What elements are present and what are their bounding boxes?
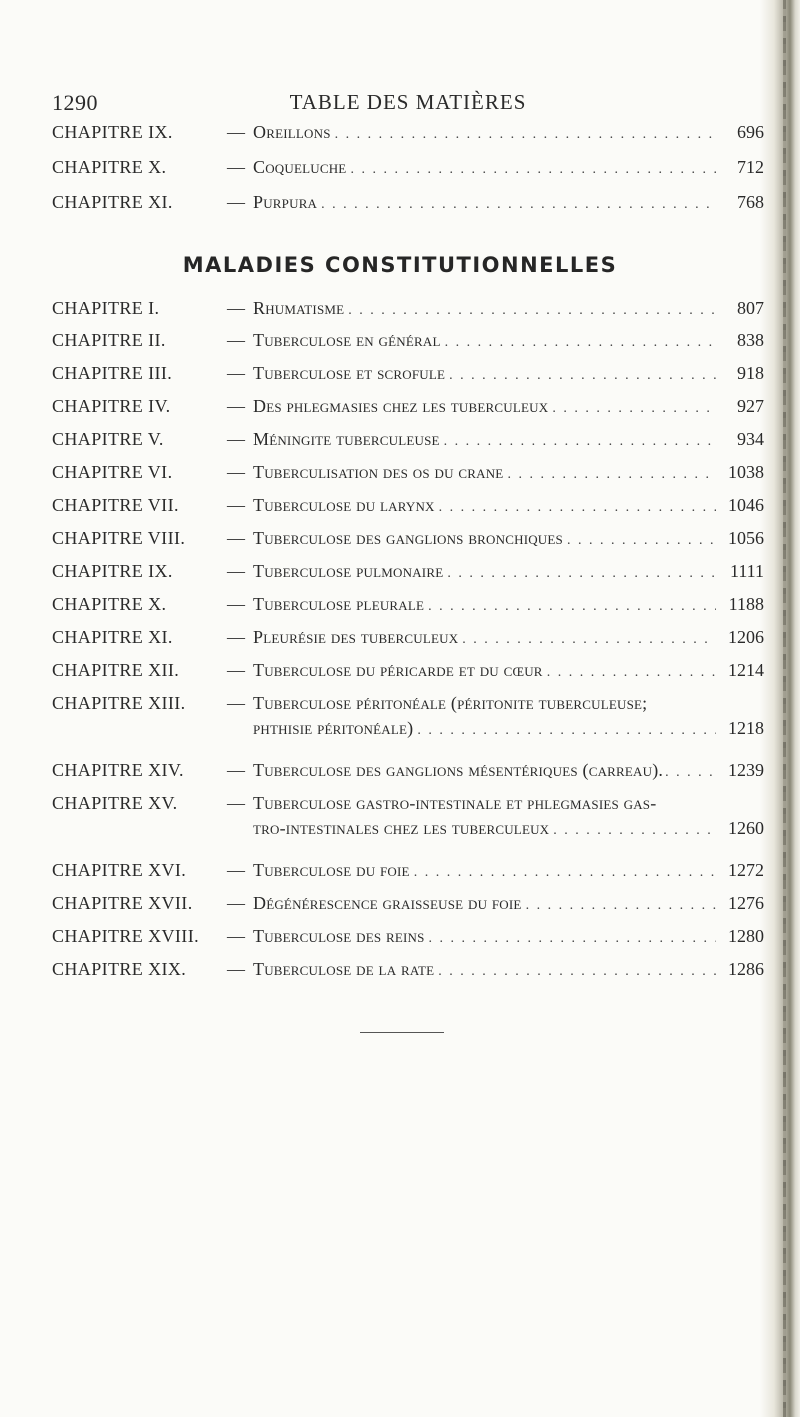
dash: — — [227, 660, 245, 680]
dash: — — [227, 627, 245, 647]
leader-dots — [445, 335, 716, 351]
dash: — — [227, 122, 245, 142]
leader-dots — [428, 599, 716, 615]
page-ref: 1056 — [728, 528, 764, 548]
toc-entry[interactable] — [52, 495, 764, 525]
leader-dots — [335, 127, 716, 143]
entry-title: Purpura — [253, 192, 318, 212]
chapter-label: CHAPITRE XV. — [52, 793, 178, 813]
dash: — — [227, 793, 245, 813]
dash: — — [227, 462, 245, 482]
dash: — — [227, 396, 245, 416]
entry-title: Méningite tuberculeuse — [253, 429, 440, 449]
toc-entry[interactable] — [52, 660, 764, 690]
toc-entry[interactable] — [52, 561, 764, 591]
chapter-label: CHAPITRE VII. — [52, 495, 179, 515]
entry-title: Des phlegmasies chez les tuberculeux — [253, 396, 549, 416]
chapter-label: CHAPITRE XI. — [52, 627, 173, 647]
toc-entry[interactable] — [52, 363, 764, 393]
toc-entry[interactable] — [52, 396, 764, 426]
toc-entry[interactable] — [52, 627, 764, 657]
leader-dots — [547, 665, 716, 681]
page-header — [52, 90, 764, 120]
page-ref: 807 — [737, 298, 764, 318]
dash: — — [227, 363, 245, 383]
toc-entry[interactable] — [52, 893, 764, 923]
leader-dots — [462, 632, 716, 648]
chapter-label: CHAPITRE VI. — [52, 462, 173, 482]
page-ref: 927 — [737, 396, 764, 416]
entry-title-continued: tro-intestinales chez les tuberculeux — [253, 818, 550, 838]
page-ref: 838 — [737, 330, 764, 350]
chapter-label: CHAPITRE XII. — [52, 660, 180, 680]
leader-dots — [444, 434, 716, 450]
entry-title: Tuberculose de la rate — [253, 959, 435, 979]
page-ref: 768 — [737, 192, 764, 212]
toc-entry[interactable] — [52, 298, 764, 328]
page-ref: 1218 — [728, 718, 764, 738]
chapter-label: CHAPITRE X. — [52, 594, 167, 614]
page-ref: 1239 — [728, 760, 764, 780]
dash: — — [227, 429, 245, 449]
entry-title: Rhumatisme — [253, 298, 345, 318]
entry-title: Tuberculisation des os du crane — [253, 462, 504, 482]
entry-title: Tuberculose du péricarde et du cœur — [253, 660, 543, 680]
dash: — — [227, 157, 245, 177]
leader-dots — [439, 500, 716, 516]
section-title: MALADIES CONSTITUTIONNELLES — [182, 253, 618, 277]
entry-title: Tuberculose du foie — [253, 860, 410, 880]
page-ref: 1111 — [730, 561, 764, 581]
page-ref: 1276 — [728, 893, 764, 913]
dash: — — [227, 528, 245, 548]
dash: — — [227, 298, 245, 318]
leader-dots — [552, 401, 716, 417]
page-ref: 1260 — [728, 818, 764, 838]
page-number: 1290 — [52, 90, 98, 115]
page-ref: 1280 — [728, 926, 764, 946]
chapter-label: CHAPITRE V. — [52, 429, 164, 449]
entry-title: Tuberculose et scrofule — [253, 363, 446, 383]
entry-title: Tuberculose du larynx — [253, 495, 435, 515]
chapter-label: CHAPITRE XVI. — [52, 860, 187, 880]
page-ref: 1214 — [728, 660, 764, 680]
toc-entry[interactable] — [52, 860, 764, 890]
entry-title: Oreillons — [253, 122, 331, 142]
chapter-label: CHAPITRE XI. — [52, 192, 173, 212]
chapter-label: CHAPITRE IV. — [52, 396, 171, 416]
entry-title: Tuberculose péritonéale (péritonite tuberculeuse; — [253, 693, 648, 713]
leader-dots — [507, 467, 716, 483]
running-title: TABLE DES MATIÈRES — [289, 90, 527, 114]
dash: — — [227, 495, 245, 515]
toc-entry[interactable] — [52, 157, 764, 187]
leader-dots — [447, 566, 716, 582]
chapter-label: CHAPITRE XIII. — [52, 693, 186, 713]
dash: — — [227, 959, 245, 979]
chapter-label: CHAPITRE XVII. — [52, 893, 193, 913]
toc-entry[interactable] — [52, 192, 764, 222]
leader-dots — [417, 723, 716, 739]
chapter-label: CHAPITRE X. — [52, 157, 167, 177]
page-edge-shadow — [760, 0, 800, 1417]
entry-title: Tuberculose en général — [253, 330, 441, 350]
page-ref: 1286 — [728, 959, 764, 979]
page-ref: 918 — [737, 363, 764, 383]
toc-entry[interactable] — [52, 760, 764, 790]
dash: — — [227, 693, 245, 713]
entry-title: Tuberculose des ganglions mésentériques (carreau). — [253, 760, 664, 780]
toc-entry[interactable] — [52, 330, 764, 360]
chapter-label: CHAPITRE IX. — [52, 122, 173, 142]
page-ref: 934 — [737, 429, 764, 449]
dash: — — [227, 926, 245, 946]
dash: — — [227, 860, 245, 880]
leader-dots — [350, 162, 716, 178]
entry-title: Tuberculose pleurale — [253, 594, 425, 614]
leader-dots — [567, 533, 716, 549]
toc-entry[interactable] — [52, 462, 764, 492]
page-ref: 696 — [737, 122, 764, 142]
leader-dots — [438, 964, 716, 980]
leader-dots — [414, 865, 716, 881]
page-ref: 1038 — [728, 462, 764, 482]
chapter-label: CHAPITRE XIV. — [52, 760, 184, 780]
toc-entry[interactable] — [52, 429, 764, 459]
entry-title: Tuberculose gastro-intestinale et phlegmasies gas- — [253, 793, 657, 813]
leader-dots — [449, 368, 716, 384]
toc-entry[interactable] — [52, 693, 764, 753]
chapter-label: CHAPITRE XVIII. — [52, 926, 199, 946]
leader-dots — [321, 197, 716, 213]
dash: — — [227, 192, 245, 212]
leader-dots — [526, 898, 716, 914]
toc-entry[interactable] — [52, 122, 764, 152]
chapter-label: CHAPITRE IX. — [52, 561, 173, 581]
dash: — — [227, 330, 245, 350]
leader-dots — [553, 823, 716, 839]
entry-title: Coqueluche — [253, 157, 347, 177]
entry-title: Tuberculose des reins — [253, 926, 425, 946]
toc-entry[interactable] — [52, 528, 764, 558]
end-rule — [360, 1032, 444, 1033]
entry-title-continued: phthisie péritonéale) — [253, 718, 414, 738]
entry-title: Tuberculose des ganglions bronchiques — [253, 528, 563, 548]
leader-dots — [429, 931, 716, 947]
page-ref: 1188 — [728, 594, 764, 614]
chapter-label: CHAPITRE VIII. — [52, 528, 186, 548]
toc-entry[interactable] — [52, 793, 764, 853]
chapter-label: CHAPITRE III. — [52, 363, 173, 383]
dash: — — [227, 561, 245, 581]
toc-entry[interactable] — [52, 594, 764, 624]
leader-dots — [348, 303, 716, 319]
page-ref: 1272 — [728, 860, 764, 880]
entry-title: Dégénérescence graisseuse du foie — [253, 893, 522, 913]
chapter-label: CHAPITRE II. — [52, 330, 166, 350]
page-ref: 1046 — [728, 495, 764, 515]
page-ref: 712 — [737, 157, 764, 177]
chapter-label: CHAPITRE XIX. — [52, 959, 187, 979]
toc-entry[interactable] — [52, 926, 764, 956]
dash: — — [227, 760, 245, 780]
toc-entry[interactable] — [52, 959, 764, 989]
dash: — — [227, 893, 245, 913]
entry-title: Tuberculose pulmonaire — [253, 561, 444, 581]
dash: — — [227, 594, 245, 614]
chapter-label: CHAPITRE I. — [52, 298, 160, 318]
leader-dots — [665, 765, 718, 781]
page-ref: 1206 — [728, 627, 764, 647]
entry-title: Pleurésie des tuberculeux — [253, 627, 459, 647]
